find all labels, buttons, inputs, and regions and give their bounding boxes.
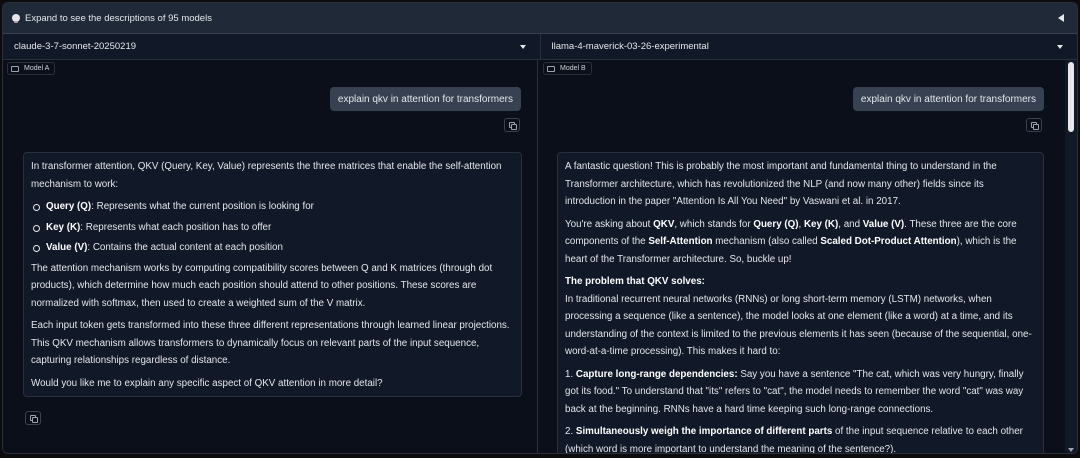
model-b-response — [557, 152, 1044, 454]
scroll-down-arrow-icon[interactable] — [1068, 448, 1074, 452]
model-descriptions-accordion[interactable] — [3, 3, 1077, 34]
model-selectors — [3, 34, 1077, 60]
response-paragraph: Each input token gets transformed into these three different representations through learned linear projections. This QKV mechanism allows transformers to dynamically focus on relevant parts of the input sequence, capturing relationships regardless of distance. — [31, 320, 510, 366]
response-heading: The problem that QKV solves: — [565, 276, 705, 287]
copy-user-message-button[interactable] — [504, 118, 520, 132]
model-b-selected: llama-4-maverick-03-26-experimental — [551, 41, 709, 52]
scrollbar-thumb[interactable] — [1068, 62, 1074, 132]
model-a-chat-panel[interactable] — [3, 60, 538, 454]
response-paragraph: Would you like me to explain any specific aspect of QKV attention in more detail? — [31, 377, 383, 389]
copy-response-button[interactable] — [25, 411, 41, 425]
list-item: Value (V): Contains the actual content at each position — [31, 239, 514, 257]
list-item: Query (Q): Represents what the current position is looking for — [31, 198, 514, 216]
response-paragraph: In transformer attention, QKV (Query, Key, Value) represents the three matrices that enable the self-attention mechanism to work: — [31, 161, 502, 190]
list-item: Key (K): Represents what each position has to offer — [31, 219, 514, 237]
model-a-tag: Model A — [24, 65, 50, 72]
model-b-dropdown[interactable] — [541, 34, 1078, 59]
lightbulb-icon — [12, 14, 20, 22]
model-a-selected: claude-3-7-sonnet-20250219 — [14, 41, 137, 52]
chatbot-icon — [547, 66, 555, 72]
model-b-chat-panel[interactable] — [539, 60, 1077, 454]
list-item: 1. Capture long-range dependencies: Say you have a sentence "The cat, which was very hungry, finally got its food." To understand that "its" refers to "cat", the model needs to remember the word "cat" was way back at the beginning. RNNs have a hard time keeping such long-range connections. — [565, 368, 1024, 415]
model-b-label — [543, 62, 592, 75]
response-paragraph: You're asking about QKV, which stands for Query (Q), Key (K), and Value (V). These three are the core components of the Self-Attention mechanism (also called Scaled Dot-Product Attention), which is the heart of the Transformer architecture. So, buckle up! — [565, 218, 1017, 265]
collapse-triangle-icon[interactable] — [1058, 14, 1064, 22]
arena-frame — [2, 2, 1078, 454]
model-a-response — [23, 152, 522, 397]
chevron-down-icon[interactable] — [1057, 45, 1063, 49]
accordion-label: Expand to see the descriptions of 95 models — [25, 12, 212, 24]
response-paragraph: The attention mechanism works by computing compatibility scores between Q and K matrices (through dot products), which determine how much each position should attend to other positions. These scores are normalized with softmax, then used to create a weighted sum of the V matrix. — [31, 262, 493, 309]
user-message: explain qkv in attention for transformers — [853, 87, 1044, 111]
model-a-dropdown[interactable] — [3, 34, 541, 59]
scrollbar[interactable] — [1065, 60, 1077, 454]
model-b-tag: Model B — [560, 65, 586, 72]
user-message: explain qkv in attention for transformers — [330, 87, 521, 111]
chevron-down-icon[interactable] — [520, 45, 526, 49]
copy-user-message-button[interactable] — [1026, 118, 1042, 132]
response-paragraph: A fantastic question! This is probably the most important and fundamental thing to understand in the Transformer architecture, which has revolutionized the NLP (and now many other) fields since its introduction in the paper "Attention Is All You Need" by Vaswani et al. in 2017. — [565, 161, 997, 207]
list-item: 2. Simultaneously weigh the importance of different parts of the input sequence relative to each other (which word is more important to understand the meaning of the sentence?). — [565, 426, 1023, 454]
chatbot-icon — [11, 66, 19, 72]
model-a-label — [7, 62, 55, 75]
response-paragraph: In traditional recurrent neural networks (RNNs) or long short-term memory (LSTM) networks, when processing a sequence (like a sentence), the model looks at one element (like a word) at a time, and its understanding of the context is limited to the previous elements it has seen (because of the sequential, one-word-at-a-time processing). This makes it hard to: — [565, 293, 1032, 357]
response-list — [31, 198, 514, 257]
